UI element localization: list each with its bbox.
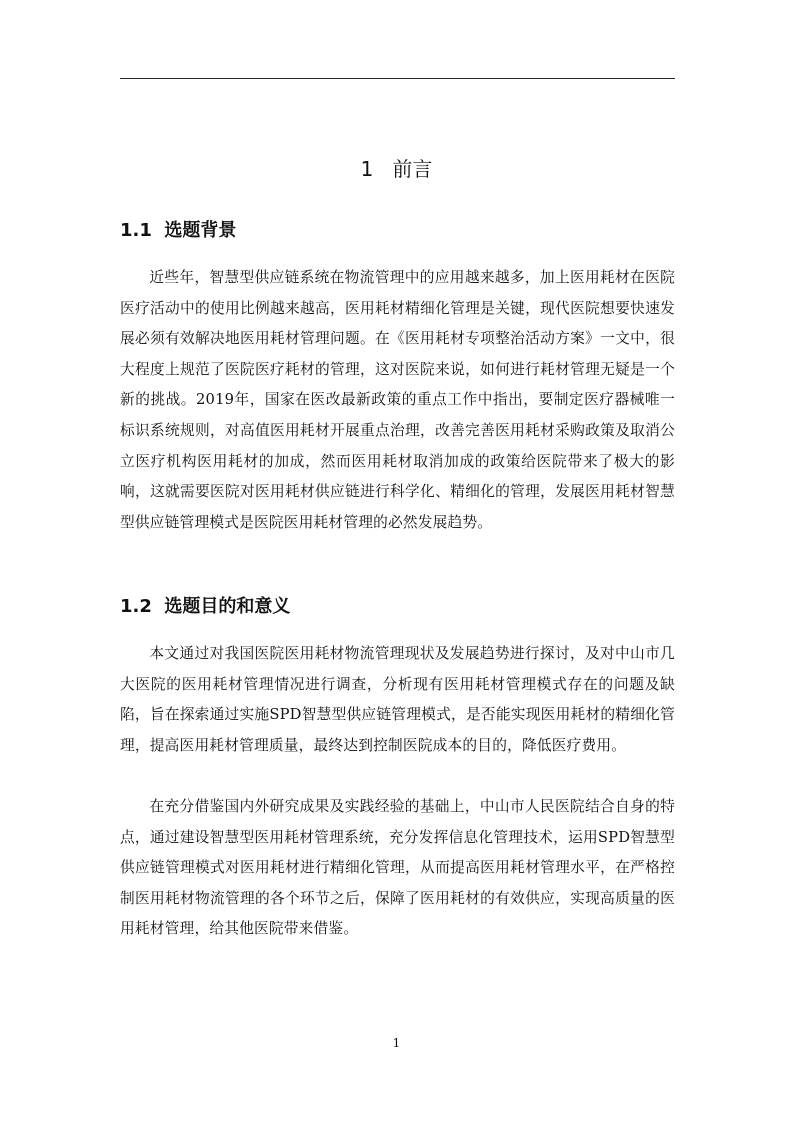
section-heading-background: 1.1 选题背景: [120, 220, 237, 241]
paragraph-purpose: 本文通过对我国医院医用耗材物流管理现状及发展趋势进行探讨，及对中山市几大医院的医用耗材管理情况进行调查，分析现有医用耗材管理模式存在的问题及缺陷，旨在探索通过实施SPD智慧型供应链管理模式，是否能实现医用耗材的精细化管理，提高医用耗材管理质量，最终达到控制医院成本的目的，降低医疗费用。: [120, 645, 675, 754]
header-rule: [120, 78, 675, 79]
page-number: 1: [392, 1036, 401, 1050]
chapter-title: 1 前言: [360, 157, 433, 181]
section-heading-purpose: 1.2 选题目的和意义: [120, 596, 291, 617]
paragraph-significance: 在充分借鉴国内外研究成果及实践经验的基础上，中山市人民医院结合自身的特点，通过建设智慧型医用耗材管理系统，充分发挥信息化管理技术，运用SPD智慧型供应链管理模式对医用耗材进行精细化管理，从而提高医用耗材管理水平，在严格控制医用耗材物流管理的各个环节之后，保障了医用耗材的有效供应，实现高质量的医用耗材管理，给其他医院带来借鉴。: [120, 798, 675, 938]
paragraph-background: 近些年，智慧型供应链系统在物流管理中的应用越来越多，加上医用耗材在医院医疗活动中的使用比例越来越高，医用耗材精细化管理是关键，现代医院想要快速发展必须有效解决地医用耗材管理问题。在《医用耗材专项整治活动方案》一文中，很大程度上规范了医院医疗耗材的管理，这对医院来说，如何进行耗材管理无疑是一个新的挑战。2019年，国家在医改最新政策的重点工作中指出，要制定医疗器械唯一标识系统规则，对高值医用耗材开展重点治理，改善完善医用耗材采购政策及取消公立医疗机构医用耗材的加成，然而医用耗材取消加成的政策给医院带来了极大的影响，这就需要医院对医用耗材供应链进行科学化、精细化的管理，发展医用耗材智慧型供应链管理模式是医院医用耗材管理的必然发展趋势。: [120, 269, 675, 531]
